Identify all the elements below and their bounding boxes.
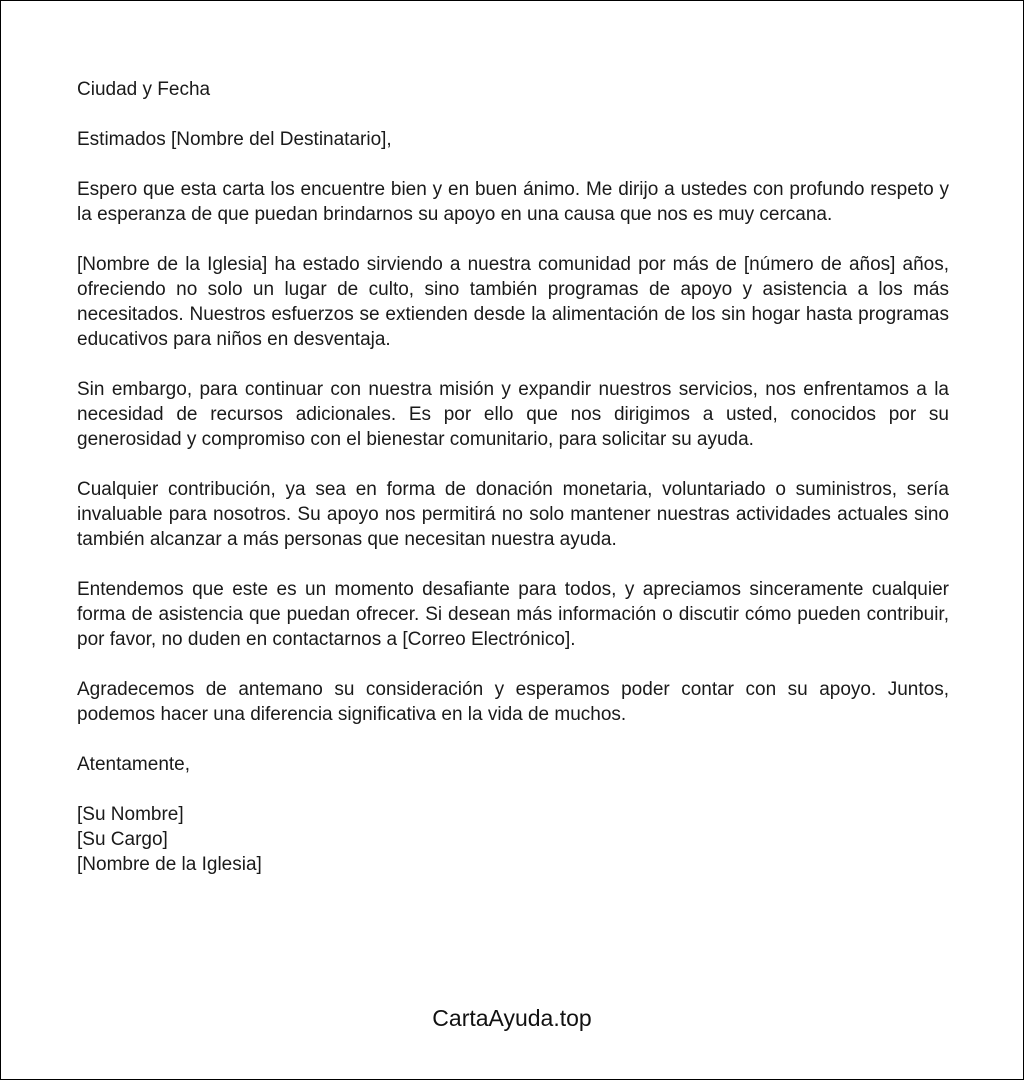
paragraph-church-service: [Nombre de la Iglesia] ha estado sirviendo a nuestra comunidad por más de [número de años] años, ofreciendo no solo un lugar de culto, sino también programas de apoyo y asistencia a los más necesitados. Nuestros esfuerzos se extienden desde la alimentación de los sin hogar hasta programas educativos para niños en desventaja. [77, 254, 949, 350]
signature-organization: [Nombre de la Iglesia] [77, 854, 262, 875]
place-date: Ciudad y Fecha [77, 79, 211, 100]
closing: Atentamente, [77, 754, 191, 775]
greeting: Estimados [Nombre del Destinatario], [77, 129, 392, 150]
paragraph-thanks: Agradecemos de antemano su consideración y esperamos poder contar con su apoyo. Juntos, podemos hacer una diferencia significativa en la vida de muchos. [77, 679, 949, 725]
signature-block [77, 802, 949, 877]
paragraph-contribution: Cualquier contribución, ya sea en forma de donación monetaria, voluntariado o suministros, sería invaluable para nosotros. Su apoyo nos permitirá no solo mantener nuestras actividades actuales sino también alcanzar a más personas que necesitan nuestra ayuda. [77, 479, 949, 550]
signature-position: [Su Cargo] [77, 829, 168, 850]
paragraph-contact: Entendemos que este es un momento desafiante para todos, y apreciamos sinceramente cualquier forma de asistencia que puedan ofrecer. Si desean más información o discutir cómo pueden contribuir, por favor, no duden en contactarnos a [Correo Electrónico]. [77, 579, 949, 650]
footer-site-name: CartaAyuda.top [432, 1005, 592, 1031]
letter-body [77, 77, 949, 877]
signature-name: [Su Nombre] [77, 804, 184, 825]
paragraph-request: Sin embargo, para continuar con nuestra misión y expandir nuestros servicios, nos enfrentamos a la necesidad de recursos adicionales. Es por ello que nos dirigimos a usted, conocidos por su generosidad y compromiso con el bienestar comunitario, para solicitar su ayuda. [77, 379, 949, 450]
paragraph-intro: Espero que esta carta los encuentre bien y en buen ánimo. Me dirijo a ustedes con profundo respeto y la esperanza de que puedan brindarnos su apoyo en una causa que nos es muy cercana. [77, 179, 949, 225]
